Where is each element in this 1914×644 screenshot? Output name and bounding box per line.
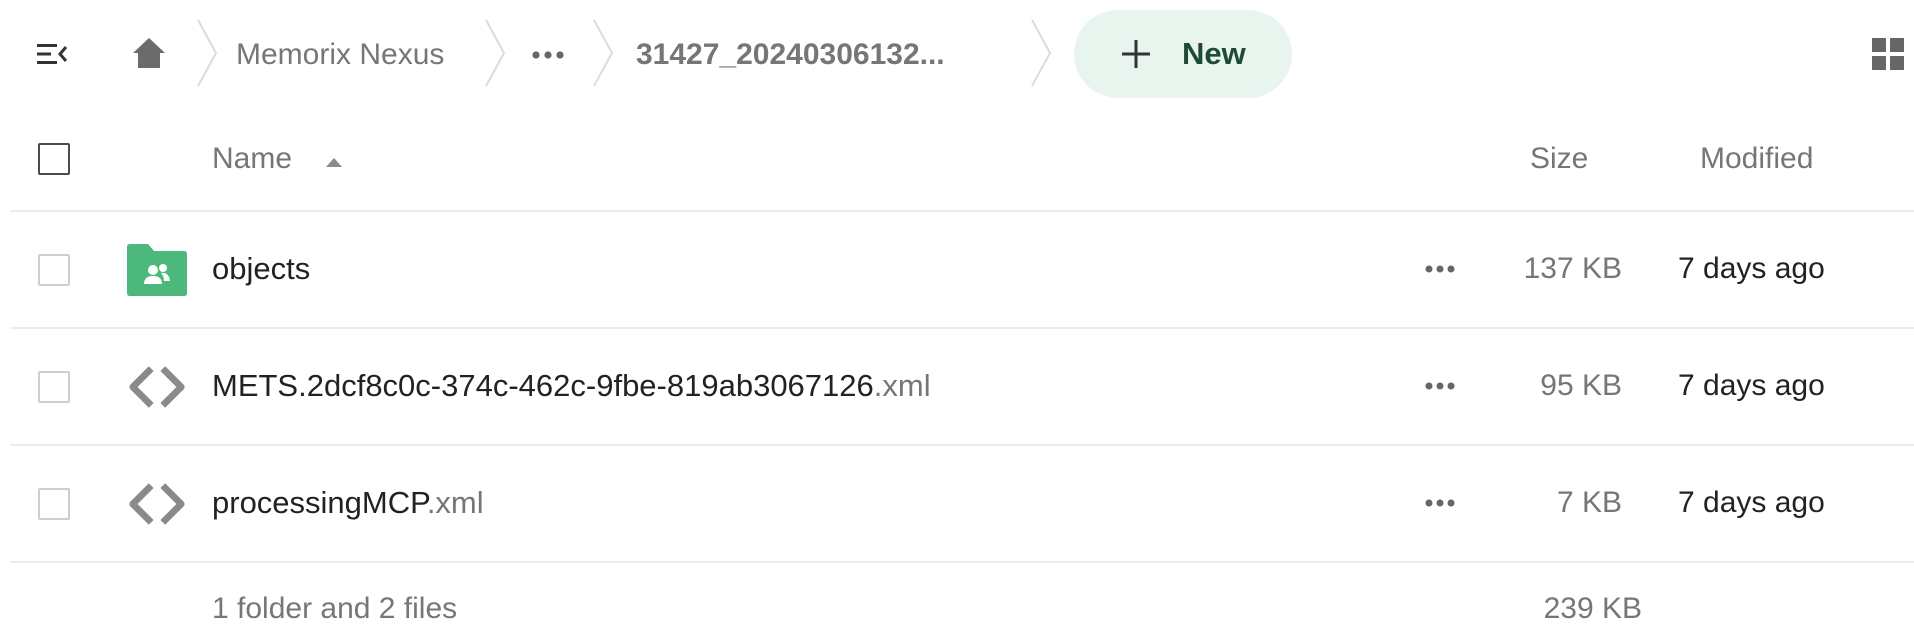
breadcrumb-item[interactable]: Memorix Nexus	[236, 38, 445, 71]
summary-count: 1 folder and 2 files	[212, 592, 458, 625]
shared-folder-icon	[126, 243, 188, 297]
grid-view-button[interactable]	[1870, 36, 1906, 72]
file-extension: .xml	[873, 368, 931, 403]
select-all-checkbox[interactable]	[38, 143, 70, 175]
new-button[interactable]	[1074, 10, 1292, 98]
file-name[interactable]	[212, 480, 484, 526]
grid-view-icon	[1870, 36, 1906, 72]
file-icon-cell	[126, 476, 188, 532]
file-name-base: METS.2dcf8c0c-374c-462c-9fbe-819ab3067126	[212, 368, 874, 403]
file-modified: 7 days ago	[1678, 252, 1825, 285]
table-header	[10, 106, 1914, 212]
file-icon-cell	[126, 242, 188, 298]
breadcrumb-separator-icon	[1028, 18, 1054, 88]
new-button-label: New	[1182, 36, 1246, 71]
file-name-base: processingMCP	[212, 485, 427, 520]
sort-ascending-icon	[326, 158, 342, 167]
row-actions-button[interactable]	[1410, 480, 1470, 526]
breadcrumb-home[interactable]	[124, 28, 174, 78]
home-icon	[132, 37, 166, 69]
breadcrumb-more-button[interactable]	[518, 32, 578, 78]
file-size: 7 KB	[1556, 486, 1622, 519]
table-row[interactable]	[10, 329, 1914, 446]
file-name[interactable]	[212, 363, 931, 409]
row-checkbox[interactable]	[38, 254, 70, 286]
column-header-modified[interactable]: Modified	[1700, 142, 1814, 175]
file-name[interactable]	[212, 246, 310, 292]
navigation-toggle-button[interactable]	[28, 34, 76, 74]
file-icon-cell	[126, 359, 188, 415]
row-checkbox[interactable]	[38, 488, 70, 520]
file-modified: 7 days ago	[1678, 369, 1825, 402]
breadcrumb-separator-icon	[194, 18, 220, 88]
breadcrumb-current-item[interactable]: 31427_20240306132...	[636, 38, 945, 71]
column-header-name[interactable]: Name	[212, 142, 293, 175]
file-name-base: objects	[212, 251, 311, 286]
code-file-icon	[126, 365, 188, 409]
more-horizontal-icon	[1424, 381, 1456, 391]
plus-icon	[1118, 36, 1154, 72]
table-row[interactable]	[10, 212, 1914, 329]
breadcrumb-separator-icon	[482, 18, 508, 88]
table-row[interactable]	[10, 446, 1914, 563]
table-summary	[10, 562, 1914, 642]
summary-size: 239 KB	[1543, 592, 1642, 625]
file-size: 95 KB	[1540, 369, 1622, 402]
code-file-icon	[126, 482, 188, 526]
file-size: 137 KB	[1523, 252, 1622, 285]
more-horizontal-icon	[1424, 498, 1456, 508]
menu-collapse-icon	[36, 42, 68, 66]
more-horizontal-icon	[1424, 264, 1456, 274]
row-checkbox[interactable]	[38, 371, 70, 403]
row-actions-button[interactable]	[1410, 363, 1470, 409]
column-header-size[interactable]: Size	[1530, 142, 1589, 175]
breadcrumb-separator-icon	[590, 18, 616, 88]
file-modified: 7 days ago	[1678, 486, 1825, 519]
more-horizontal-icon	[531, 50, 565, 60]
file-extension: .xml	[426, 485, 484, 520]
row-actions-button[interactable]	[1410, 246, 1470, 292]
breadcrumb-bar	[0, 0, 1914, 106]
